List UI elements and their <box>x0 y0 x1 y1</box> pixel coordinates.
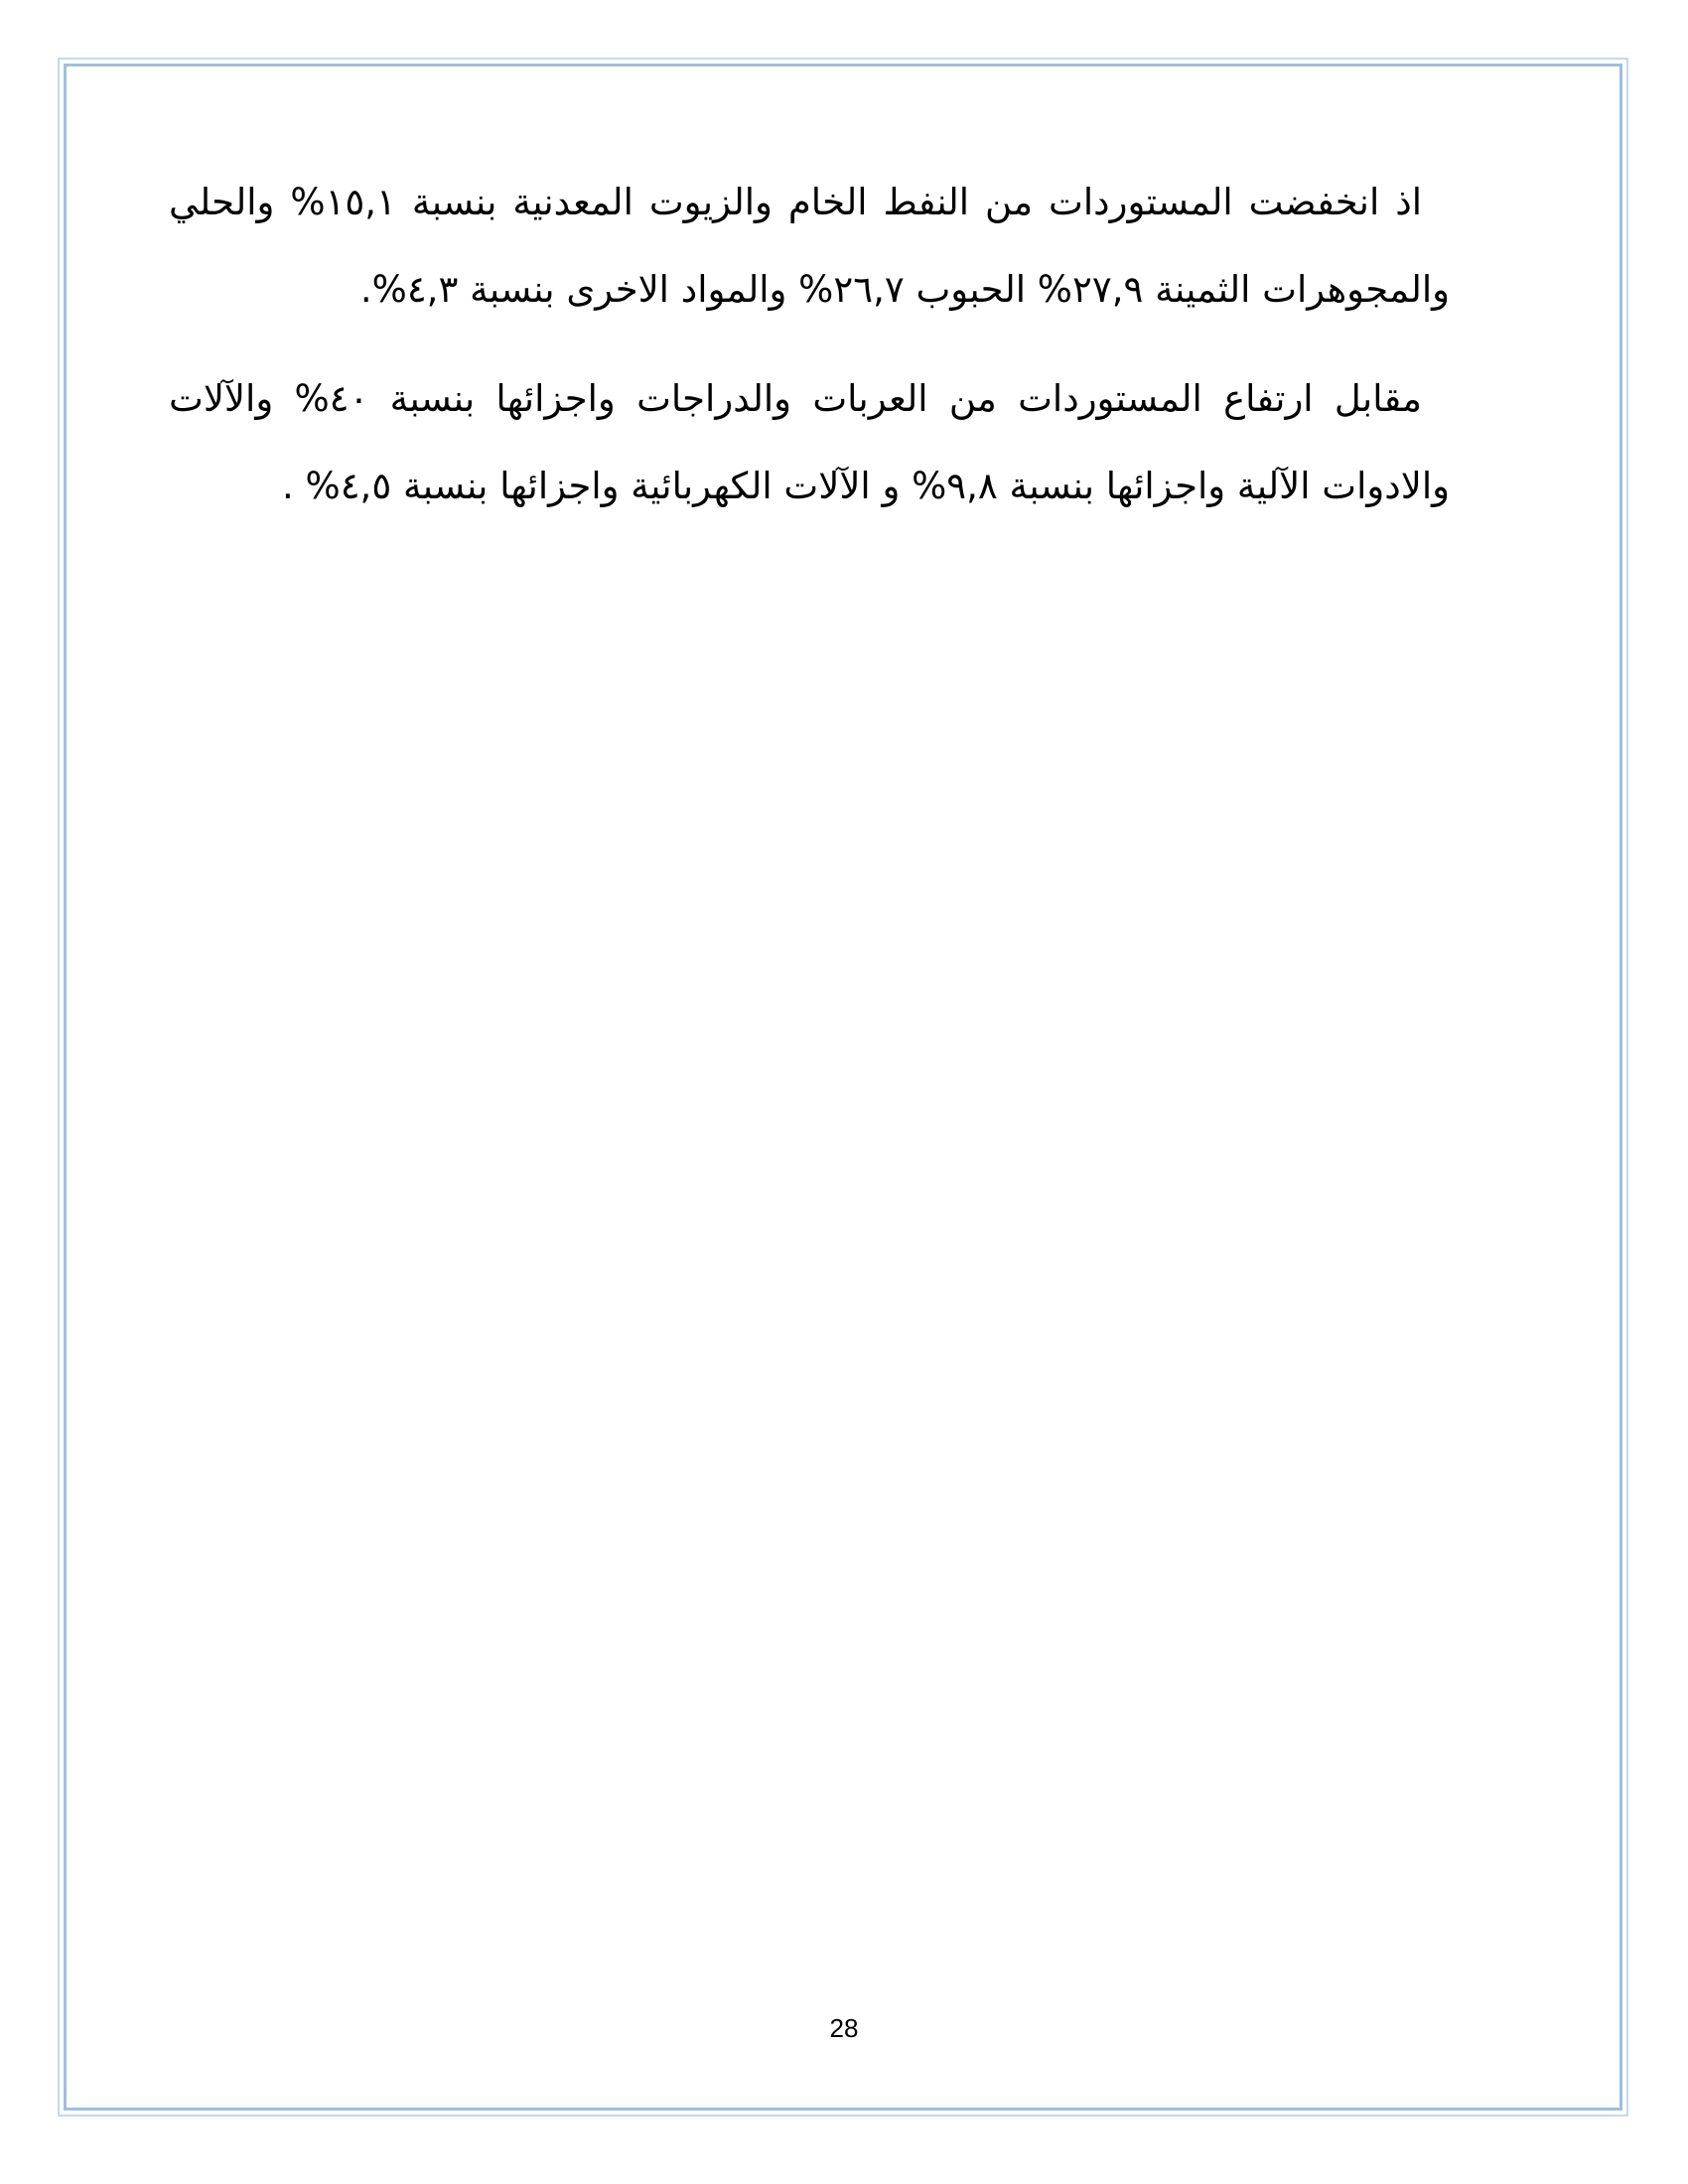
paragraph-imports-decrease: اذ انخفضت المستوردات من النفط الخام والزيوت المعدنية بنسبة ١٥,١% والحلي والمجوهرات الثمينة ٢٧,٩% الحبوب ٢٦,٧% والمواد الاخرى بنسبة ٤,٣%. <box>169 181 1450 311</box>
document-body <box>169 159 1450 552</box>
page-number: 28 <box>829 2013 859 2043</box>
paragraph-imports-increase: مقابل ارتفاع المستوردات من العربات والدراجات واجزائها بنسبة ٤٠% والآلات والادوات الآلية واجزائها بنسبة ٩,٨% و الآلات الكهربائية واجزائها بنسبة ٤,٥% . <box>169 377 1450 507</box>
